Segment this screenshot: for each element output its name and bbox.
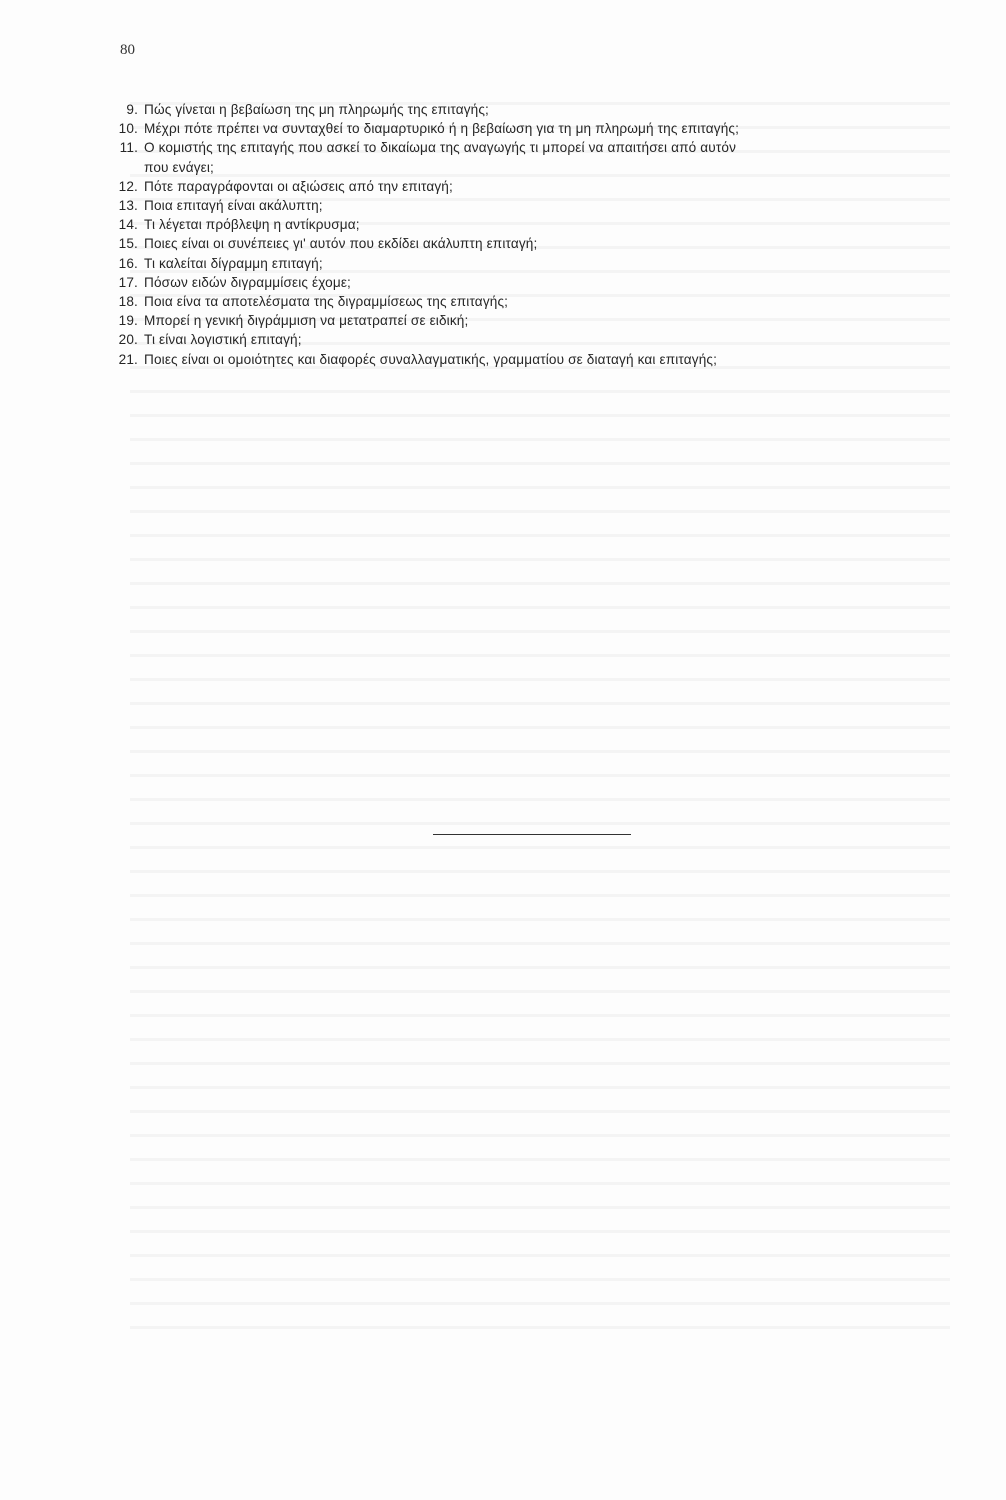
- question-number: 12.: [118, 178, 138, 194]
- question-item: [115, 215, 955, 234]
- question-text-continuation: που ενάγει;: [144, 159, 214, 175]
- question-text: Ποιες είναι οι συνέπειες γι' αυτόν που εκδίδει ακάλυπτη επιταγή;: [144, 236, 538, 252]
- question-text: Ποια είνα τα αποτελέσματα της διγραμμίσεως της επιταγής;: [144, 294, 509, 310]
- question-item: [115, 311, 955, 330]
- question-number: 14.: [118, 217, 138, 233]
- question-item: [115, 196, 955, 215]
- question-number: 16.: [118, 255, 138, 271]
- review-questions-list: [115, 100, 955, 369]
- question-text: Ποιες είναι οι ομοιότητες και διαφορές συναλλαγματικής, γραμματίου σε διαταγή και επιταγής;: [144, 351, 718, 367]
- question-item: [115, 330, 955, 349]
- page-number: 80: [120, 42, 135, 58]
- question-item: [115, 273, 955, 292]
- question-item: [115, 119, 955, 138]
- question-text: Ο κομιστής της επιταγής που ασκεί το δικαίωμα της αναγωγής τι μπορεί να απαιτήσει από αυτόν: [144, 140, 737, 156]
- question-number: 19.: [118, 313, 138, 329]
- question-text: Ποια επιταγή είναι ακάλυπτη;: [144, 198, 323, 214]
- question-item: [115, 138, 955, 176]
- question-number: 17.: [118, 274, 138, 290]
- question-item: [115, 350, 955, 369]
- question-text: Πώς γίνεται η βεβαίωση της μη πληρωμής της επιταγής;: [144, 102, 489, 117]
- question-item: [115, 292, 955, 311]
- question-number: 15.: [118, 236, 138, 252]
- question-item: [115, 254, 955, 273]
- question-number: 9.: [126, 102, 138, 117]
- question-item: [115, 100, 955, 119]
- question-item: [115, 177, 955, 196]
- question-text: Πότε παραγράφονται οι αξιώσεις από την επιταγή;: [144, 178, 453, 194]
- question-number: 11.: [119, 140, 138, 156]
- question-text: Τι καλείται δίγραμμη επιταγή;: [144, 255, 323, 271]
- question-text: Πόσων ειδών διγραμμίσεις έχομε;: [144, 274, 351, 290]
- question-number: 20.: [118, 332, 138, 348]
- question-number: 18.: [118, 294, 138, 310]
- question-number: 13.: [118, 198, 138, 214]
- question-text: Τι είναι λογιστική επιταγή;: [144, 332, 302, 348]
- section-divider-line: [433, 834, 631, 835]
- question-text: Μέχρι πότε πρέπει να συνταχθεί το διαμαρτυρικό ή η βεβαίωση για τη μη πληρωμή της επιταγής;: [144, 121, 740, 137]
- question-item: [115, 234, 955, 253]
- question-number: 21.: [118, 351, 138, 367]
- question-text: Τι λέγεται πρόβλεψη η αντίκρυσμα;: [144, 217, 360, 233]
- question-number: 10.: [118, 121, 138, 137]
- question-text: Μπορεί η γενική διγράμμιση να μετατραπεί σε ειδική;: [144, 313, 469, 329]
